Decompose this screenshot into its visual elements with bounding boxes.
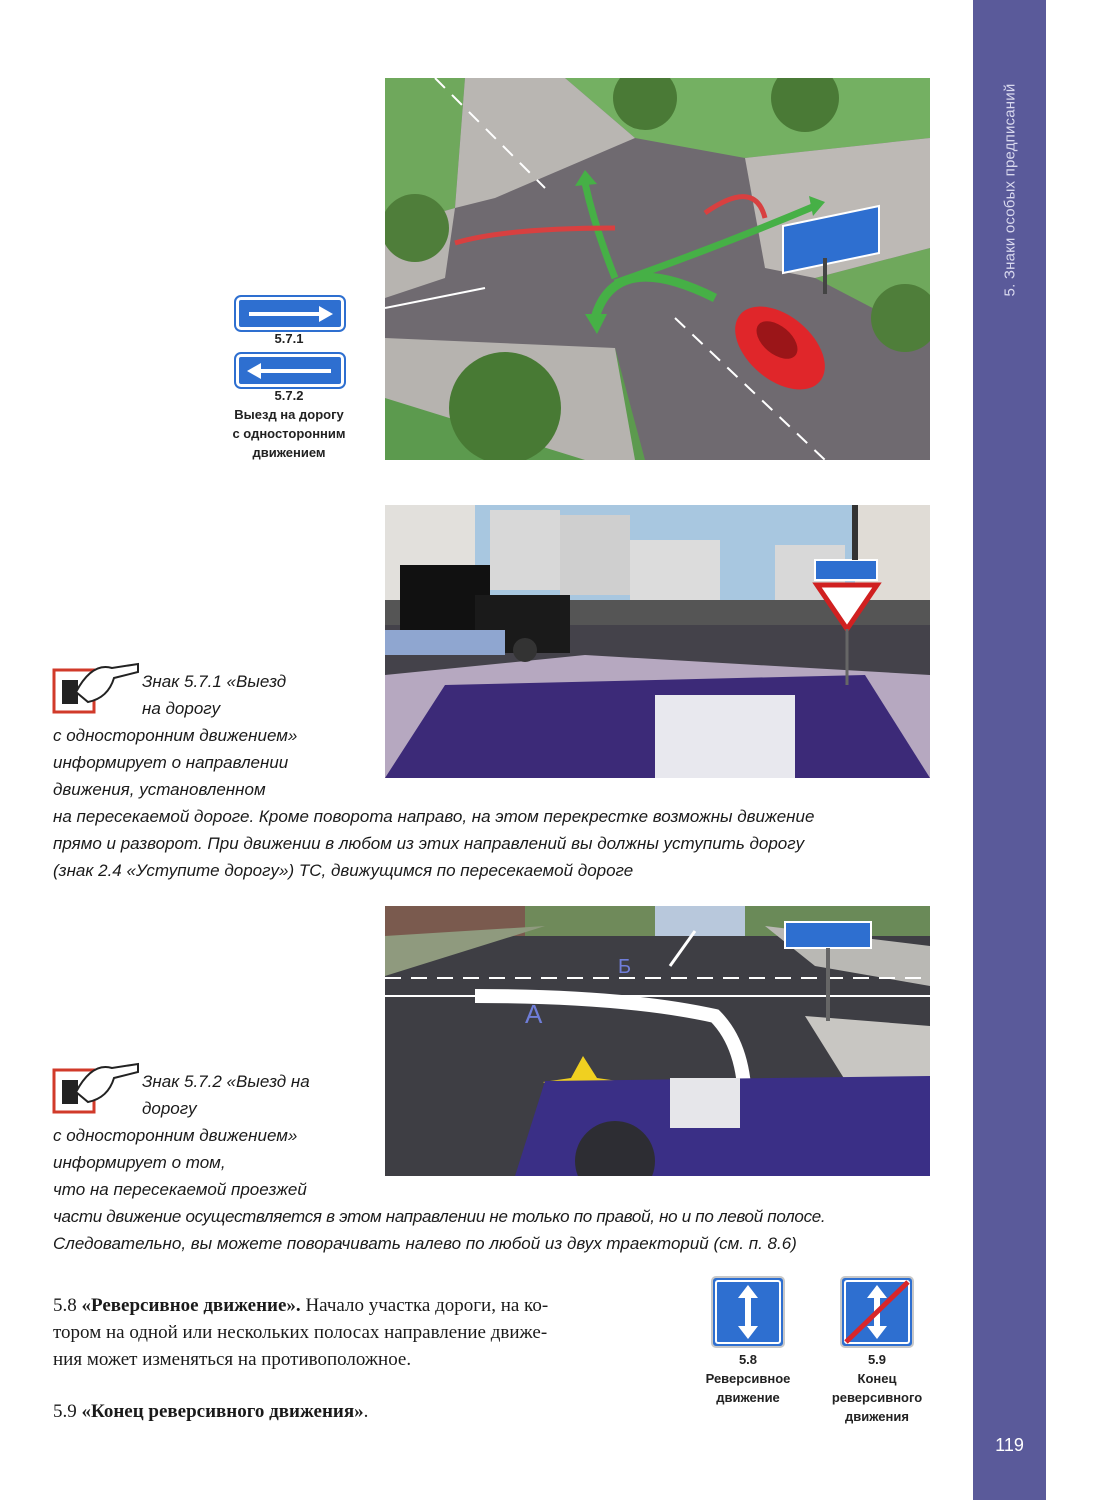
sign-5-8 (711, 1276, 785, 1348)
section-5-8-line-1 (53, 1292, 693, 1319)
sign-5-7-caption-1: Выезд на дорогу (234, 407, 344, 422)
section-5-8-line-2: тором на одной или нескольких полосах направление движе- (53, 1322, 548, 1343)
note-1-line-1: Знак 5.7.1 «Выезд (142, 672, 287, 691)
note-1-line-2: на дорогу (142, 699, 221, 718)
section-5-9-tail: . (363, 1401, 369, 1422)
note-2-line-7: Следовательно, вы можете поворачивать налево по любой из двух траекторий (см. п. 8.6) (53, 1234, 797, 1253)
note-2-line-2: дорогу (142, 1099, 197, 1118)
lane-choice-illustration (385, 906, 930, 1176)
note-2-line-4: информирует о том, (53, 1153, 226, 1172)
section-5-9-title: «Конец реверсивного движения» (81, 1401, 364, 1422)
chapter-title: 5. Знаки особых предписаний (1001, 83, 1018, 297)
section-5-8-text-1: Начало участка дороги, на ко- (300, 1295, 549, 1316)
sign-5-7-2 (236, 354, 344, 387)
note-1-line-7: прямо и разворот. При движении в любом из этих направлений вы должны уступить дорогу (53, 834, 805, 853)
arrow-left-icon (239, 357, 341, 384)
sign-5-8-caption-1: Реверсивное (705, 1371, 791, 1386)
path-label-a: А (525, 999, 543, 1029)
sign-5-7-1 (236, 297, 344, 330)
sign-5-7-caption-2: с односторонним (232, 426, 346, 441)
page-number: 119 (995, 1435, 1024, 1455)
sign-5-9 (840, 1276, 914, 1348)
pointing-hand-icon (52, 652, 142, 716)
section-5-8-number: 5.8 (53, 1295, 77, 1316)
sign-5-7-2-label: 5.7.2 (274, 388, 304, 403)
arrow-right-icon (239, 300, 341, 327)
note-1-line-4: информирует о направлении (53, 753, 289, 772)
section-5-9-line (53, 1398, 693, 1425)
note-2-line-6: части движение осуществляется в этом направлении не только по правой, но и по левой полосе. (53, 1207, 826, 1226)
note-1-line-5: движения, установленном (53, 780, 266, 799)
section-5-8-title: «Реверсивное движение». (81, 1295, 301, 1316)
chapter-sidebar (973, 0, 1046, 1500)
section-5-9-number: 5.9 (53, 1401, 77, 1422)
path-label-b: Б (618, 956, 632, 978)
sign-5-7-1-label: 5.7.1 (274, 331, 304, 346)
note-1-line-8: (знак 2.4 «Уступите дорогу») ТС, движущимся по пересекаемой дороге (53, 861, 634, 880)
sign-5-8-label: 5.8 (738, 1352, 758, 1367)
pointing-hand-icon (52, 1052, 142, 1116)
note-2-line-3: с односторонним движением» (53, 1126, 298, 1145)
note-2-line-1: Знак 5.7.2 «Выезд на (142, 1072, 310, 1091)
note-2-line-5: что на пересекаемой проезжей (53, 1180, 307, 1199)
section-5-8-line-3: ния может изменяться на противоположное. (53, 1349, 412, 1370)
sign-5-9-caption-2: реверсивного (831, 1390, 923, 1405)
truck-scene-illustration (385, 505, 930, 778)
sign-5-9-caption-3: движения (845, 1409, 909, 1424)
note-1-line-6: на пересекаемой дороге. Кроме поворота направо, на этом перекрестке возможны движение (53, 807, 815, 826)
sign-5-9-label: 5.9 (867, 1352, 887, 1367)
intersection-illustration (385, 78, 930, 460)
sign-5-7-caption-3: движением (252, 445, 326, 460)
note-1-line-3: с односторонним движением» (53, 726, 298, 745)
sign-5-9-caption-1: Конец (857, 1371, 897, 1386)
sign-5-8-caption-2: движение (716, 1390, 780, 1405)
